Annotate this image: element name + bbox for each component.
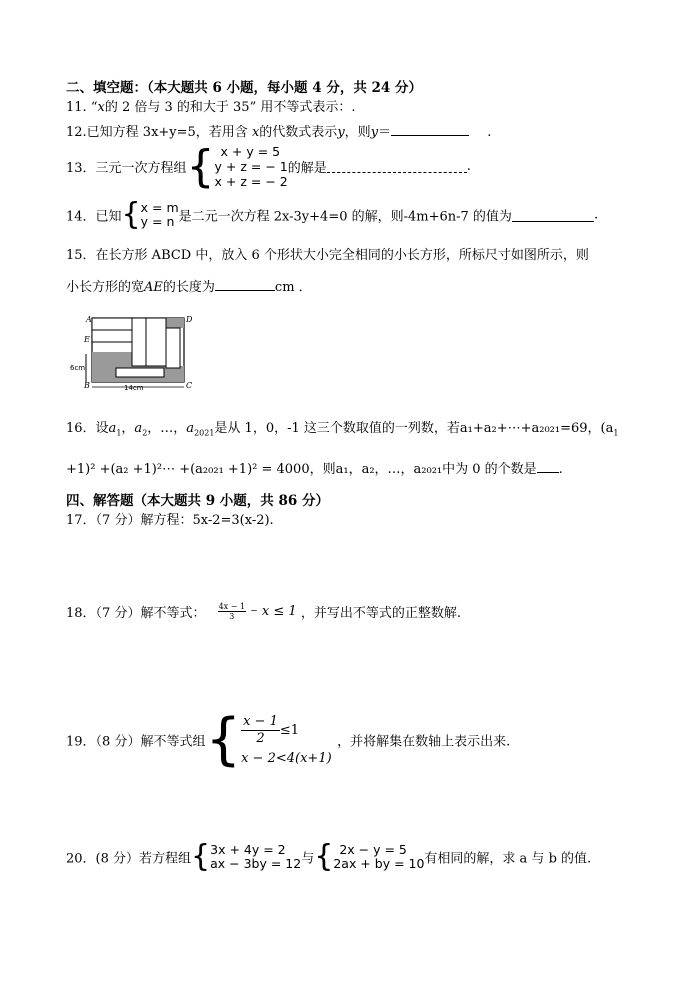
q19-ineq1-rhs: ≤1	[279, 723, 300, 738]
q13-eq1: x + y = 5	[220, 144, 281, 159]
q16-a2-sub: 2	[142, 428, 148, 438]
section-title-answers: 四、解答题（本大题共 9 小题，共 86 分）	[66, 493, 329, 509]
q13-eq3: x + z = − 2	[214, 174, 288, 189]
q16-a2021: a	[186, 421, 195, 436]
q16-a1-sub: 1	[116, 428, 122, 438]
q20-s1-eq1: 3x + 4y = 2	[210, 842, 286, 857]
q14-text-a: 14．已知	[66, 209, 122, 225]
q11-quote: “	[90, 100, 98, 115]
question-18	[66, 602, 461, 630]
small-rect-3	[132, 318, 146, 366]
q14-eq2: y = n	[140, 214, 175, 229]
q20-text-c: 有相同的解，求 a 与 b 的值.	[424, 851, 592, 867]
q16-sum-sub: 1	[613, 428, 619, 438]
q16-period: .	[558, 462, 563, 477]
question-15-line1: 15．在长方形 ABCD 中，放入 6 个形状大小完全相同的小长方形，所标尺寸如图所示，则	[66, 248, 589, 263]
q13-brace: {	[186, 140, 215, 192]
question-15-line2	[66, 276, 312, 295]
q18-text-c: ，并写出不等式的正整数解.	[300, 606, 461, 621]
q19-text-b: ，并将解集在数轴上表示出来.	[337, 734, 511, 750]
q12-period: .	[487, 125, 492, 140]
small-rect-1	[92, 318, 132, 330]
q11-var: x	[97, 100, 105, 115]
label-a: A	[86, 315, 92, 324]
q13-answer-blank[interactable]	[327, 160, 467, 173]
q11-number: 11.	[66, 100, 87, 115]
q18-minus: −	[250, 606, 258, 617]
q13-system	[215, 144, 288, 189]
q19-fraction	[241, 714, 280, 747]
q13-period: .	[466, 159, 471, 174]
q20-s1-eq2: ax − 3by = 12	[210, 856, 302, 871]
q16-sum: a₁+a₂+⋯+a₂₀₂₁=69，(a	[459, 421, 614, 436]
q12-var-y: y	[337, 125, 345, 140]
small-rect-6	[116, 368, 164, 377]
q12-text-b: 的代数式表示	[259, 125, 338, 140]
q16-dots: ，…，	[147, 421, 187, 436]
q16-text-b: 是从 1，0，-1 这三个数取值的一列数，若	[214, 421, 460, 436]
q20-brace-1: {	[191, 839, 211, 874]
question-16-line1	[66, 417, 618, 438]
q16-line2: +1)² +(a₂ +1)²⋯ +(a₂₀₂₁ +1)² = 4000，则	[66, 462, 336, 477]
q18-fraction	[218, 602, 246, 621]
section-title-fill-blank: 二、填空题：（本大题共 6 小题，每小题 4 分，共 24 分）	[66, 80, 423, 96]
question-13	[66, 140, 471, 192]
q15-answer-blank[interactable]	[215, 278, 275, 291]
label-e: E	[84, 335, 90, 344]
label-14cm: 14cm	[124, 384, 144, 392]
small-rect-5	[166, 328, 180, 368]
label-6cm: 6cm	[70, 364, 86, 372]
q12-text-a: 12.已知方程 3x+y=5，若用含	[66, 125, 248, 140]
question-14	[66, 197, 599, 232]
q16-text-a: 16．设	[66, 421, 109, 436]
shaded-top-right	[166, 318, 184, 328]
question-16-line2	[66, 458, 563, 477]
q19-text-a: 19．（8 分）解不等式组	[66, 734, 206, 750]
q16-a2021-sub: 2021	[194, 428, 215, 438]
q15-text-a: 小长方形的宽	[66, 280, 145, 295]
q18-inequality: x ≤ 1	[261, 604, 297, 619]
q20-text-b: 与	[301, 851, 315, 867]
q19-denominator: 2	[256, 731, 265, 746]
q20-system-2	[333, 843, 424, 871]
q12-var-y2: y	[370, 125, 379, 140]
question-20	[66, 839, 592, 876]
q13-text-b: 的解是	[287, 161, 327, 176]
rectangle-figure	[70, 310, 200, 392]
q12-eq: ＝	[378, 125, 392, 140]
q15-text-c: cm ．	[274, 280, 312, 295]
q18-denominator: 3	[229, 612, 235, 621]
question-12	[66, 121, 491, 140]
question-19	[66, 707, 511, 776]
q15-text-b: 的长度为	[162, 280, 215, 295]
label-b: B	[84, 381, 90, 390]
q14-period: .	[593, 207, 599, 223]
q12-var-x: x	[251, 125, 260, 140]
small-rect-2	[92, 330, 132, 342]
q13-text-a: 13．三元一次方程组	[66, 161, 187, 176]
small-rect-4	[146, 318, 166, 366]
q11-text: 的 2 倍与 3 的和大于 35” 用不等式表示：.	[104, 100, 356, 115]
q19-brace: {	[205, 707, 242, 772]
q20-brace-2: {	[314, 839, 334, 874]
q18-text-a: 18．（7 分）解不等式：	[66, 606, 206, 621]
q14-answer-blank[interactable]	[512, 209, 594, 222]
q13-eq2: y + z = − 1	[214, 159, 288, 174]
q14-brace: {	[121, 197, 141, 232]
question-11	[66, 96, 356, 115]
q19-ineq2: x − 2<4(x+1)	[241, 751, 332, 766]
q16-a1: a	[108, 421, 117, 436]
q14-eq1: x = m	[140, 200, 179, 215]
q20-text-a: 20．(8 分）若方程组	[66, 851, 192, 867]
q19-ineq1	[241, 714, 337, 747]
q20-system-1	[210, 843, 301, 871]
q20-s2-eq1: 2x − y = 5	[339, 842, 407, 857]
q19-system	[241, 714, 337, 766]
q19-numerator: x − 1	[243, 714, 278, 729]
q14-text-b: 是二元一次方程 2x-3y+4=0 的解，则-4m+6n-7 的值为	[178, 209, 512, 225]
label-d: D	[186, 315, 193, 324]
q12-text-c: ，则	[344, 125, 371, 140]
q16-line2-b: a₁，a₂，…，a₂₀₂₁中为 0 的个数是	[335, 462, 537, 477]
question-17: 17．（7 分）解方程：5x-2=3(x-2).	[66, 513, 274, 528]
label-c: C	[186, 381, 193, 390]
q15-var: AE	[144, 280, 163, 295]
q12-answer-blank[interactable]	[391, 123, 469, 136]
q18-numerator: 4x − 1	[218, 602, 246, 611]
q14-system	[141, 201, 179, 229]
q16-sep: ，	[121, 421, 135, 436]
q16-answer-blank[interactable]	[537, 460, 559, 473]
q20-s2-eq2: 2ax + by = 10	[333, 856, 425, 871]
q16-a2: a	[134, 421, 143, 436]
